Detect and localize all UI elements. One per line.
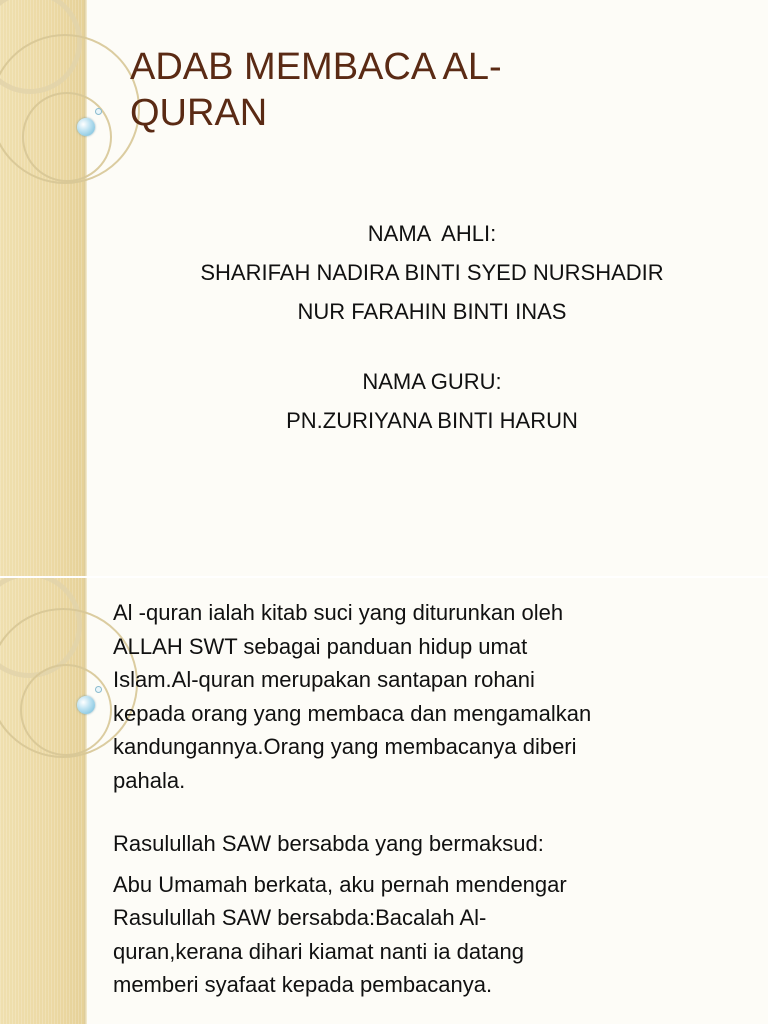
decorative-ring-icon [22,92,112,182]
text-line: Abu Umamah berkata, aku pernah mendengar [113,871,567,897]
text-line: Islam.Al-quran merupakan santapan rohani [113,667,535,692]
teacher-name: PN.ZURIYANA BINTI HARUN [286,408,578,433]
text-line: kepada orang yang membaca dan mengamalkan [113,700,592,726]
teacher-heading: NAMA GURU: [362,369,502,394]
spacer [100,331,764,362]
text-line: Al -quran ialah kitab suci yang diturunkan oleh [113,600,564,625]
members-heading: NAMA AHLI: [367,221,497,246]
decorative-bead-icon [77,696,95,714]
slide-title [130,44,690,136]
text-line: quran,kerana dihari kiamat nanti ia datang [113,938,524,964]
text-line: ALLAH SWT sebagai panduan hidup umat [113,633,528,659]
slide-2-body [113,596,753,1002]
intro-paragraph [113,596,753,797]
decorative-dot-icon [95,108,102,115]
hadith-intro: Rasulullah SAW bersabda yang bermaksud: [113,831,544,856]
text-line: pahala. [113,767,186,793]
members-block [100,214,764,440]
text-line: Rasulullah SAW bersabda:Bacalah Al- [113,905,487,930]
text-line: kandungannya.Orang yang membacanya diberi [113,734,577,759]
title-line-2: QURAN [130,92,268,134]
text-line: memberi syafaat kepada pembacanya. [113,972,493,997]
decorative-bead-icon [77,118,95,136]
decorative-ring-icon [20,664,112,756]
decorative-dot-icon [95,686,102,693]
member-name: NUR FARAHIN BINTI INAS [297,299,567,324]
member-name: SHARIFAH NADIRA BINTI SYED NURSHADIR [200,260,664,285]
hadith-paragraph [113,868,753,1002]
title-line-1: ADAB MEMBACA AL- [130,46,502,88]
